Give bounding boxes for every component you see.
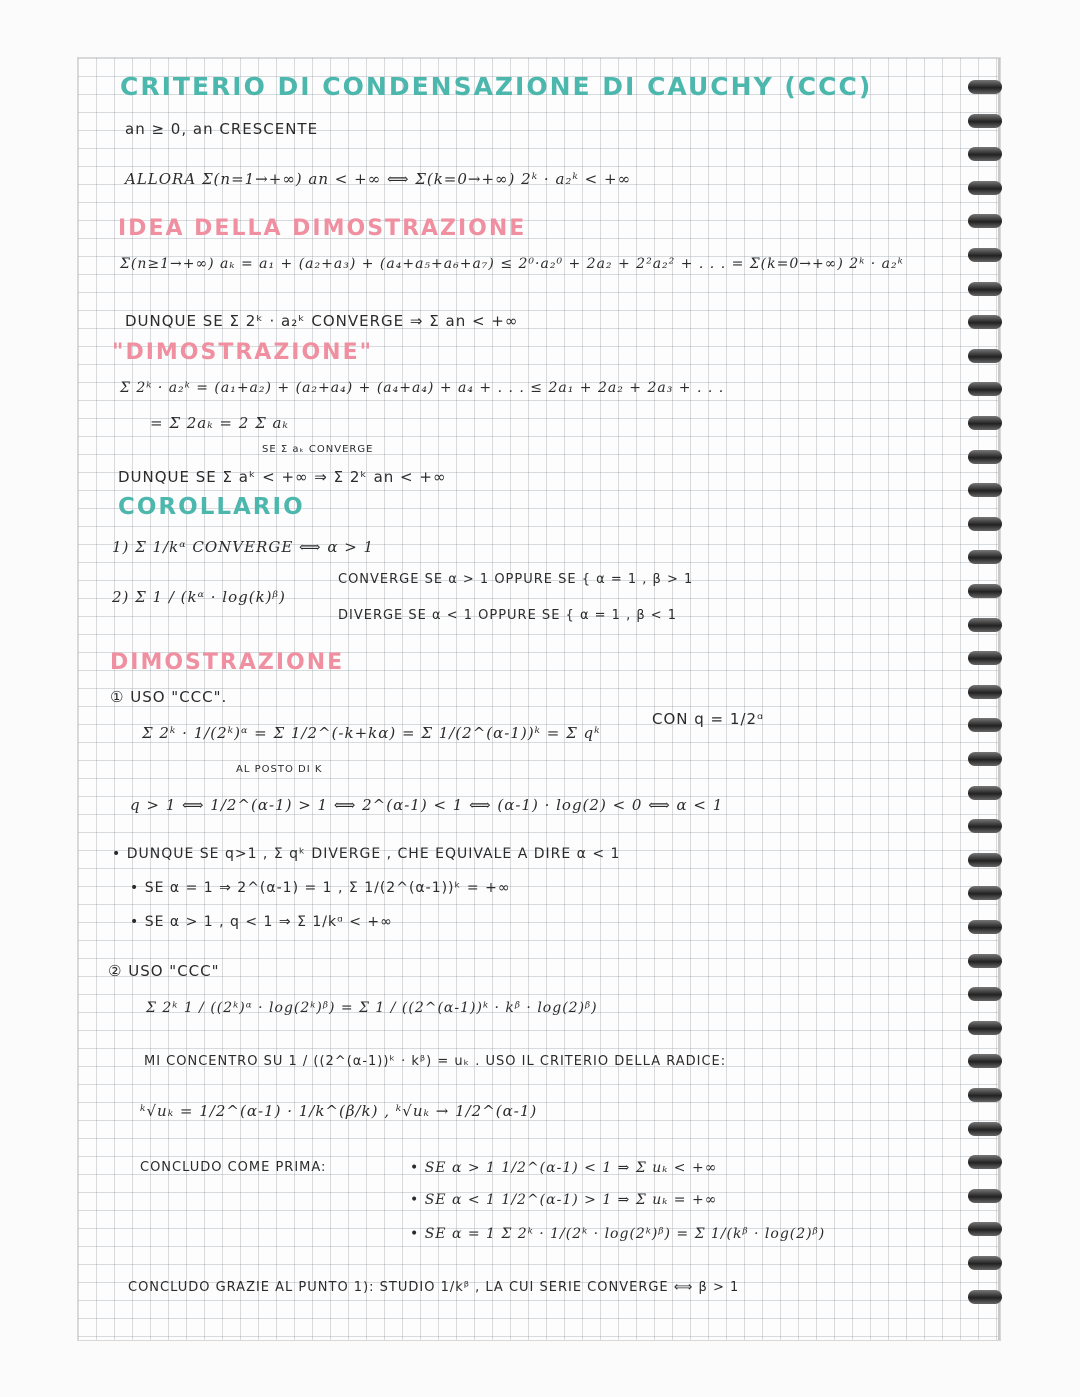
- corollary-converge-case: CONVERGE SE α > 1 OPPURE SE { α = 1 , β > 1: [338, 572, 694, 587]
- part1-inequality: q > 1 ⟺ 1/2^(α-1) > 1 ⟺ 2^(α-1) < 1 ⟺ (α-1) · log(2) < 0 ⟺ α < 1: [130, 796, 724, 814]
- page-title: CRITERIO DI CONDENSAZIONE DI CAUCHY (CCC): [120, 72, 873, 101]
- part1-bullet-3: • SE α > 1 , q < 1 ⇒ Σ 1/kᵅ < +∞: [130, 914, 393, 930]
- corollary-heading: COROLLARIO: [118, 494, 305, 520]
- part2-case-1: • SE α > 1 1/2^(α-1) < 1 ⇒ Σ uₖ < +∞: [410, 1160, 718, 1176]
- part1-equation: Σ 2ᵏ · 1/(2ᵏ)ᵅ = Σ 1/2^(-k+kα) = Σ 1/(2^(α-1))ᵏ = Σ qᵏ: [142, 724, 601, 742]
- spiral-ring: [968, 248, 1002, 262]
- spiral-ring: [968, 181, 1002, 195]
- hypothesis-line: an ≥ 0, an CRESCENTE: [125, 120, 319, 138]
- spiral-ring: [968, 80, 1002, 94]
- spiral-ring: [968, 349, 1002, 363]
- proof-note: SE Σ aₖ CONVERGE: [262, 444, 374, 455]
- part2-heading: ② USO "CCC": [108, 962, 220, 980]
- spiral-ring: [968, 483, 1002, 497]
- part1-bullet-1: • DUNQUE SE q>1 , Σ qᵏ DIVERGE , CHE EQUIVALE A DIRE α < 1: [112, 846, 621, 862]
- spiral-ring: [968, 886, 1002, 900]
- corollary-item-2-lhs: 2) Σ 1 / (kᵅ · log(k)ᵝ): [112, 588, 286, 606]
- idea-conclusion: DUNQUE SE Σ 2ᵏ · a₂ᵏ CONVERGE ⇒ Σ an < +∞: [125, 312, 519, 330]
- spiral-ring: [968, 1222, 1002, 1236]
- spiral-ring: [968, 853, 1002, 867]
- spiral-ring: [968, 214, 1002, 228]
- part1-bullet-2: • SE α = 1 ⇒ 2^(α-1) = 1 , Σ 1/(2^(α-1))ᵏ = +∞: [130, 880, 511, 896]
- spiral-ring: [968, 1155, 1002, 1169]
- idea-equation: Σ(n≥1→+∞) aₖ = a₁ + (a₂+a₃) + (a₄+a₅+a₆+a₇) ≤ 2⁰·a₂⁰ + 2a₂ + 2²a₂² + . . . = Σ(k=0→+∞) 2ᵏ · a₂ᵏ: [120, 256, 904, 272]
- part2-final-conclusion: CONCLUDO GRAZIE AL PUNTO 1): STUDIO 1/kᵝ , LA CUI SERIE CONVERGE ⟺ β > 1: [128, 1280, 740, 1295]
- corollary-diverge-case: DIVERGE SE α < 1 OPPURE SE { α = 1 , β < 1: [338, 608, 678, 623]
- proof-heading: "DIMOSTRAZIONE": [112, 340, 374, 365]
- part1-note: AL POSTO DI K: [236, 764, 323, 775]
- spiral-ring: [968, 920, 1002, 934]
- spiral-ring: [968, 382, 1002, 396]
- spiral-ring: [968, 584, 1002, 598]
- spiral-ring: [968, 752, 1002, 766]
- spiral-ring: [968, 517, 1002, 531]
- spiral-ring: [968, 114, 1002, 128]
- part2-root-test: ᵏ√uₖ = 1/2^(α-1) · 1/k^(β/k) , ᵏ√uₖ → 1/2^(α-1): [140, 1102, 538, 1120]
- spiral-ring: [968, 987, 1002, 1001]
- spiral-ring: [968, 450, 1002, 464]
- part2-conclude-label: CONCLUDO COME PRIMA:: [140, 1160, 327, 1175]
- part2-case-3: • SE α = 1 Σ 2ᵏ · 1/(2ᵏ · log(2ᵏ)ᵝ) = Σ 1/(kᵝ · log(2)ᵝ): [410, 1226, 826, 1242]
- spiral-ring: [968, 282, 1002, 296]
- part2-case-2: • SE α < 1 1/2^(α-1) > 1 ⇒ Σ uₖ = +∞: [410, 1192, 718, 1208]
- part1-q-definition: CON q = 1/2ᵅ: [652, 710, 765, 728]
- spiral-ring: [968, 1290, 1002, 1304]
- spiral-ring: [968, 618, 1002, 632]
- spiral-ring: [968, 1122, 1002, 1136]
- part1-heading: ① USO "CCC".: [110, 688, 228, 706]
- spiral-ring: [968, 550, 1002, 564]
- spiral-ring: [968, 1189, 1002, 1203]
- spiral-ring: [968, 1054, 1002, 1068]
- spiral-ring: [968, 416, 1002, 430]
- spiral-ring: [968, 1021, 1002, 1035]
- proof-conclusion: DUNQUE SE Σ aᵏ < +∞ ⇒ Σ 2ᵏ an < +∞: [118, 468, 447, 486]
- proof-line-1: Σ 2ᵏ · a₂ᵏ = (a₁+a₂) + (a₂+a₄) + (a₄+a₄) + a₄ + . . . ≤ 2a₁ + 2a₂ + 2a₃ + . . .: [120, 380, 725, 396]
- proof-line-2: = Σ 2aₖ = 2 Σ aₖ: [150, 414, 289, 432]
- spiral-ring: [968, 147, 1002, 161]
- spiral-ring: [968, 819, 1002, 833]
- spiral-ring: [968, 786, 1002, 800]
- spiral-binding: [968, 80, 1008, 1330]
- spiral-ring: [968, 954, 1002, 968]
- spiral-ring: [968, 315, 1002, 329]
- spiral-ring: [968, 1256, 1002, 1270]
- part2-focus-line: MI CONCENTRO SU 1 / ((2^(α-1))ᵏ · kᵝ) = uₖ . USO IL CRITERIO DELLA RADICE:: [144, 1054, 727, 1069]
- spiral-ring: [968, 685, 1002, 699]
- spiral-ring: [968, 651, 1002, 665]
- part2-equation: Σ 2ᵏ 1 / ((2ᵏ)ᵅ · log(2ᵏ)ᵝ) = Σ 1 / ((2^(α-1))ᵏ · kᵝ · log(2)ᵝ): [146, 1000, 598, 1016]
- statement-line: ALLORA Σ(n=1→+∞) an < +∞ ⟺ Σ(k=0→+∞) 2ᵏ · a₂ᵏ < +∞: [125, 170, 632, 188]
- proof2-heading: DIMOSTRAZIONE: [110, 650, 345, 675]
- spiral-ring: [968, 1088, 1002, 1102]
- corollary-item-1: 1) Σ 1/kᵅ CONVERGE ⟺ α > 1: [112, 538, 375, 556]
- idea-heading: IDEA DELLA DIMOSTRAZIONE: [118, 216, 527, 241]
- spiral-ring: [968, 718, 1002, 732]
